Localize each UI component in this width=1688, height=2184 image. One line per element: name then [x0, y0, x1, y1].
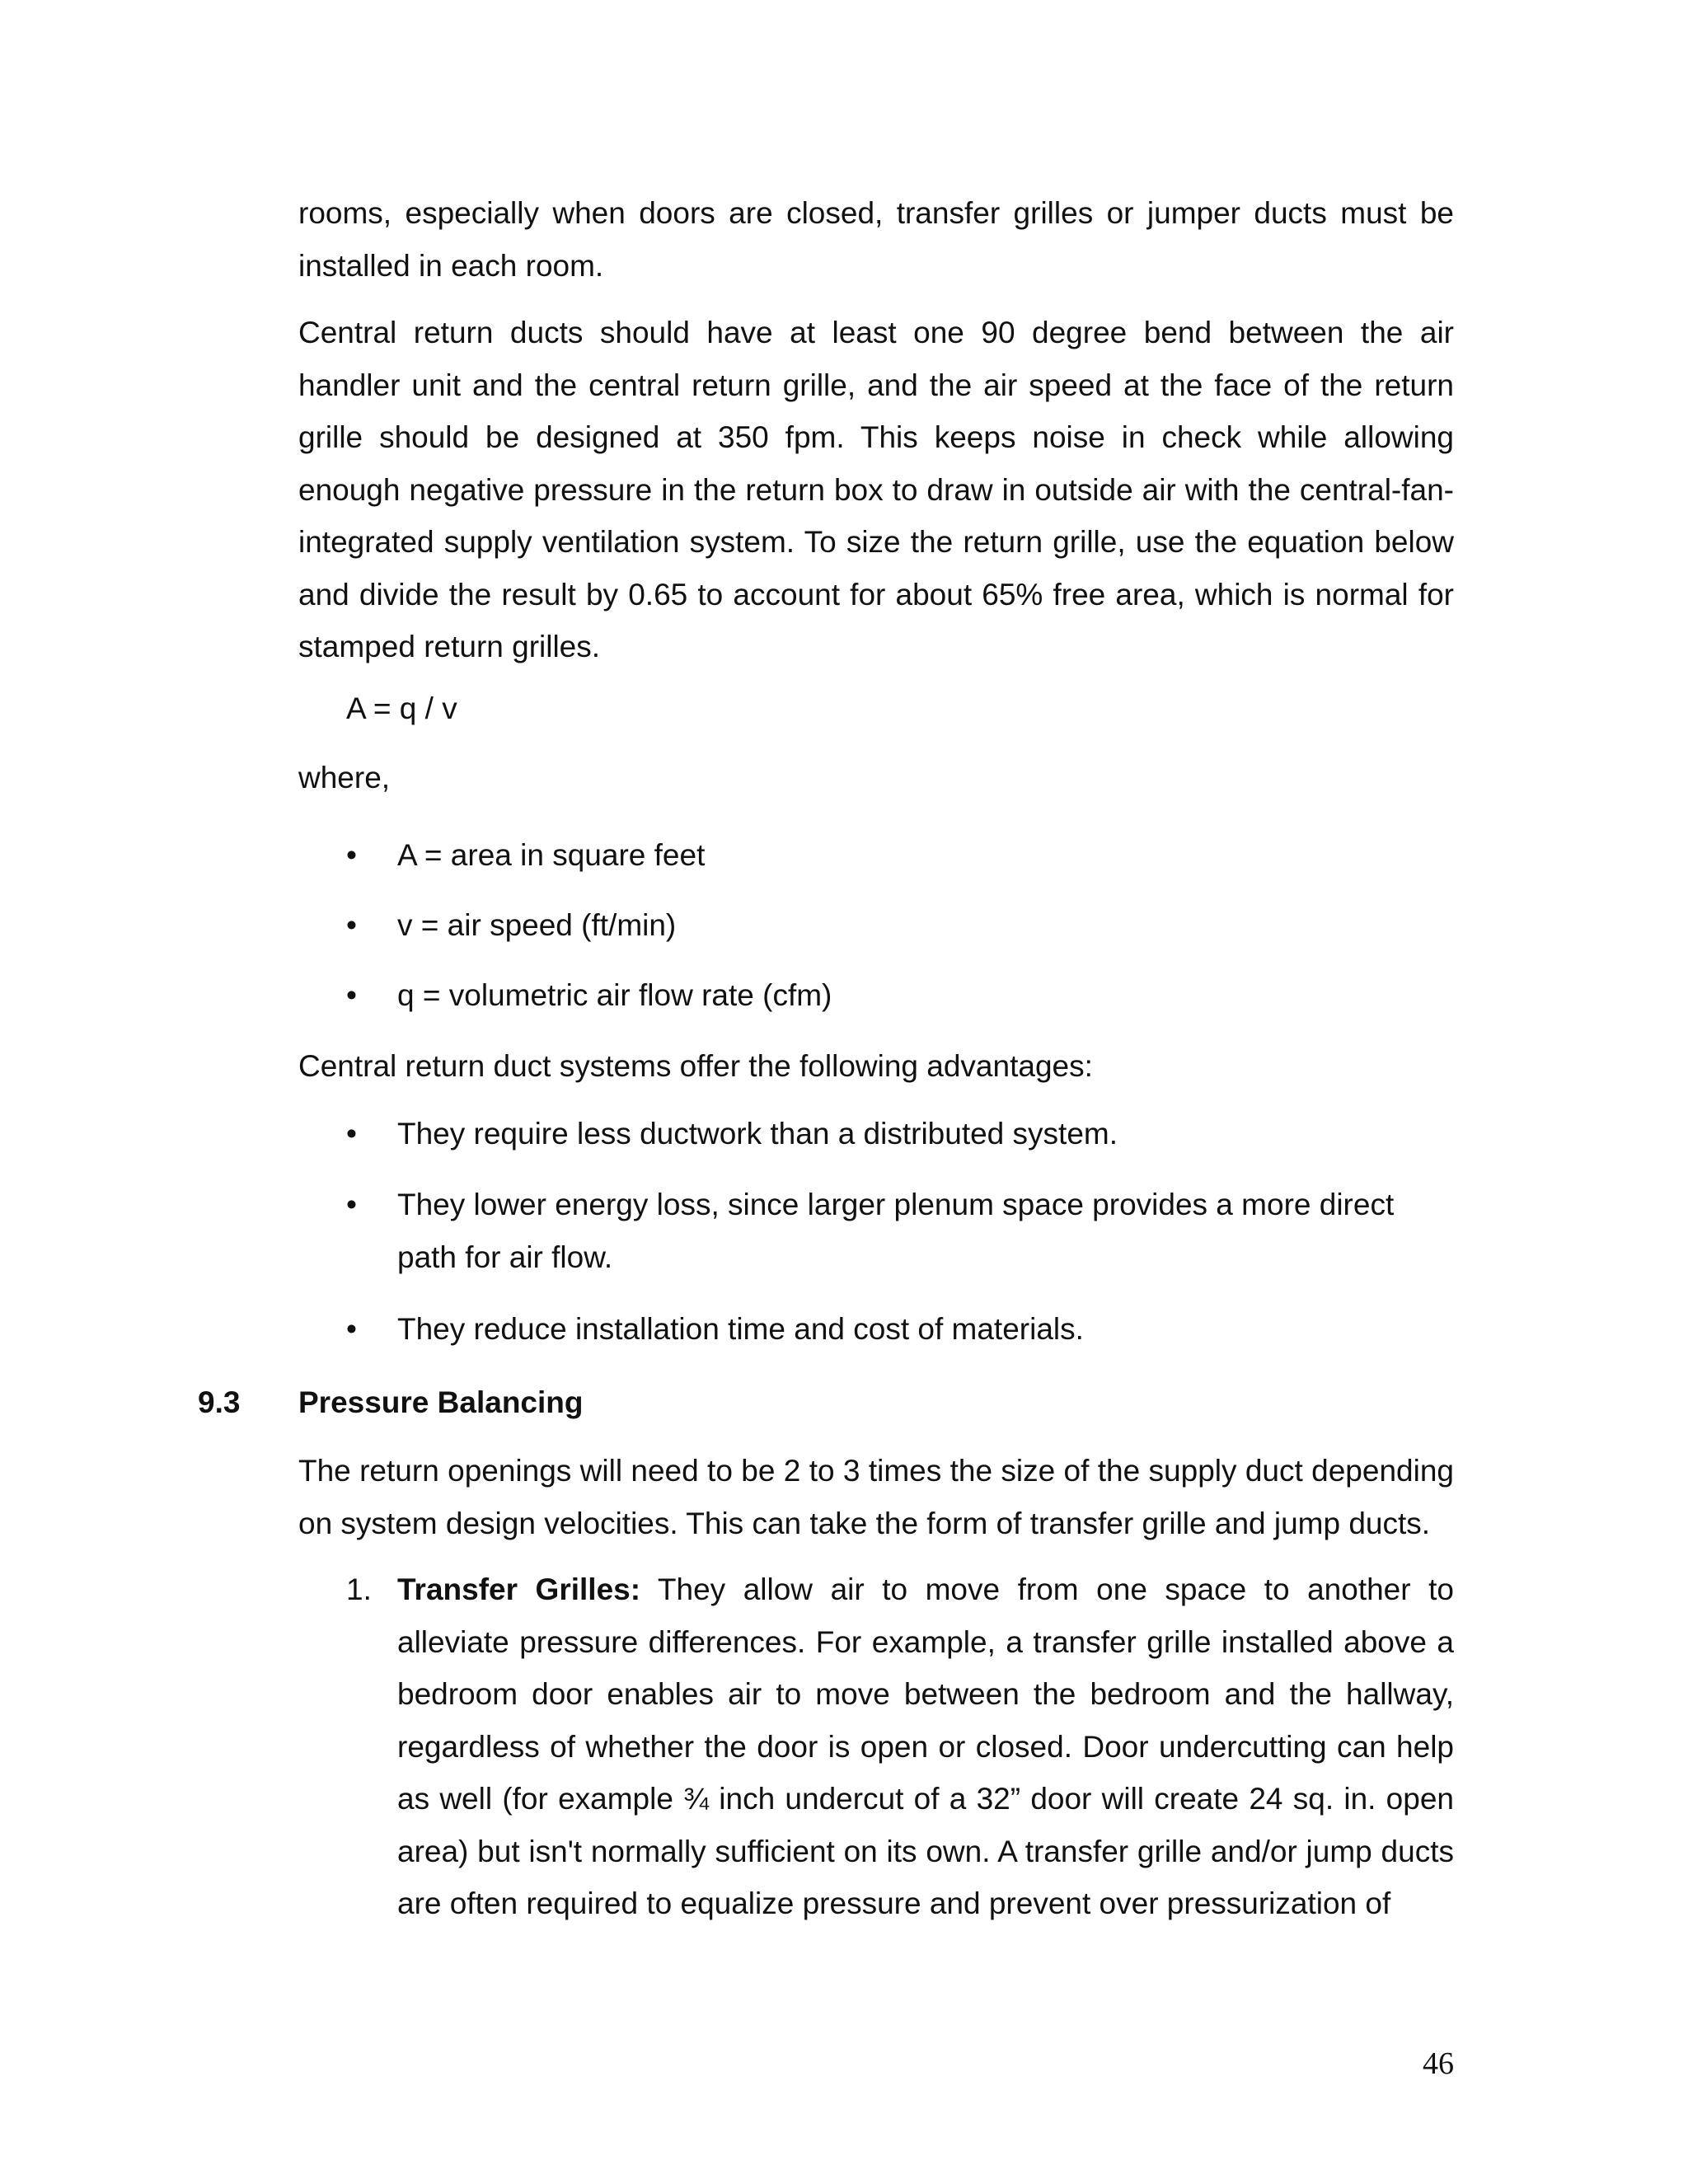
- advantage-text: They reduce installation time and cost of materials.: [397, 1312, 1084, 1346]
- item-number: 1.: [346, 1572, 372, 1606]
- bullet-icon: •: [346, 908, 357, 942]
- definition-text: v = air speed (ft/min): [397, 908, 677, 942]
- equation: A = q / v: [346, 691, 457, 725]
- bullet-icon: •: [346, 978, 357, 1012]
- advantages-intro: Central return duct systems offer the following advantages:: [298, 1049, 1093, 1083]
- central-return-paragraph: Central return ducts should have at least one 90 degree bend between the air handler unit and the central return grille, and the air speed at the face of the return grille should be designed at 350 fpm. This keeps noise in check while allowing enough negative pressure in the return box to draw in outside air with the central-fan-integrated supply ventilation system. To size the return grille, use the equation below and divide the result by 0.65 to account for about 65% free area, which is normal for stamped return grilles.: [298, 316, 1454, 663]
- item-title: Transfer Grilles:: [397, 1572, 641, 1606]
- top-paragraph: rooms, especially when doors are closed, transfer grilles or jumper ducts must be installed in each room.: [298, 196, 1454, 283]
- definition-text: q = volumetric air flow rate (cfm): [397, 978, 832, 1012]
- definition-text: A = area in square feet: [397, 838, 706, 872]
- item-body: [397, 1563, 1454, 1930]
- section-number: 9.3: [198, 1385, 241, 1419]
- advantage-text: They require less ductwork than a distributed system.: [397, 1117, 1118, 1151]
- bullet-icon: •: [346, 838, 357, 872]
- item-text: They allow air to move from one space to another to alleviate pressure differences. For example, a transfer grille installed above a bedroom door enables air to move between the bedroom and the hallway, regardless of whether the door is open or closed. Door undercutting can help as well (for example ¾ inch undercut of a 32” door will create 24 sq. in. open area) but isn't normally sufficient on its own. A transfer grille and/or jump ducts are often required to equalize pressure and prevent over pressurization of: [397, 1572, 1454, 1920]
- where-label: where,: [298, 761, 391, 794]
- section-title: Pressure Balancing: [298, 1385, 584, 1419]
- page-number: 46: [1423, 2046, 1454, 2081]
- bullet-icon: •: [346, 1117, 357, 1151]
- bullet-icon: •: [346, 1188, 357, 1221]
- advantage-text: They lower energy loss, since larger plenum space provides a more direct path for air flow.: [397, 1188, 1395, 1274]
- bullet-icon: •: [346, 1312, 357, 1346]
- section-paragraph: The return openings will need to be 2 to 3 times the size of the supply duct depending on system design velocities. This can take the form of transfer grille and jump ducts.: [298, 1454, 1454, 1540]
